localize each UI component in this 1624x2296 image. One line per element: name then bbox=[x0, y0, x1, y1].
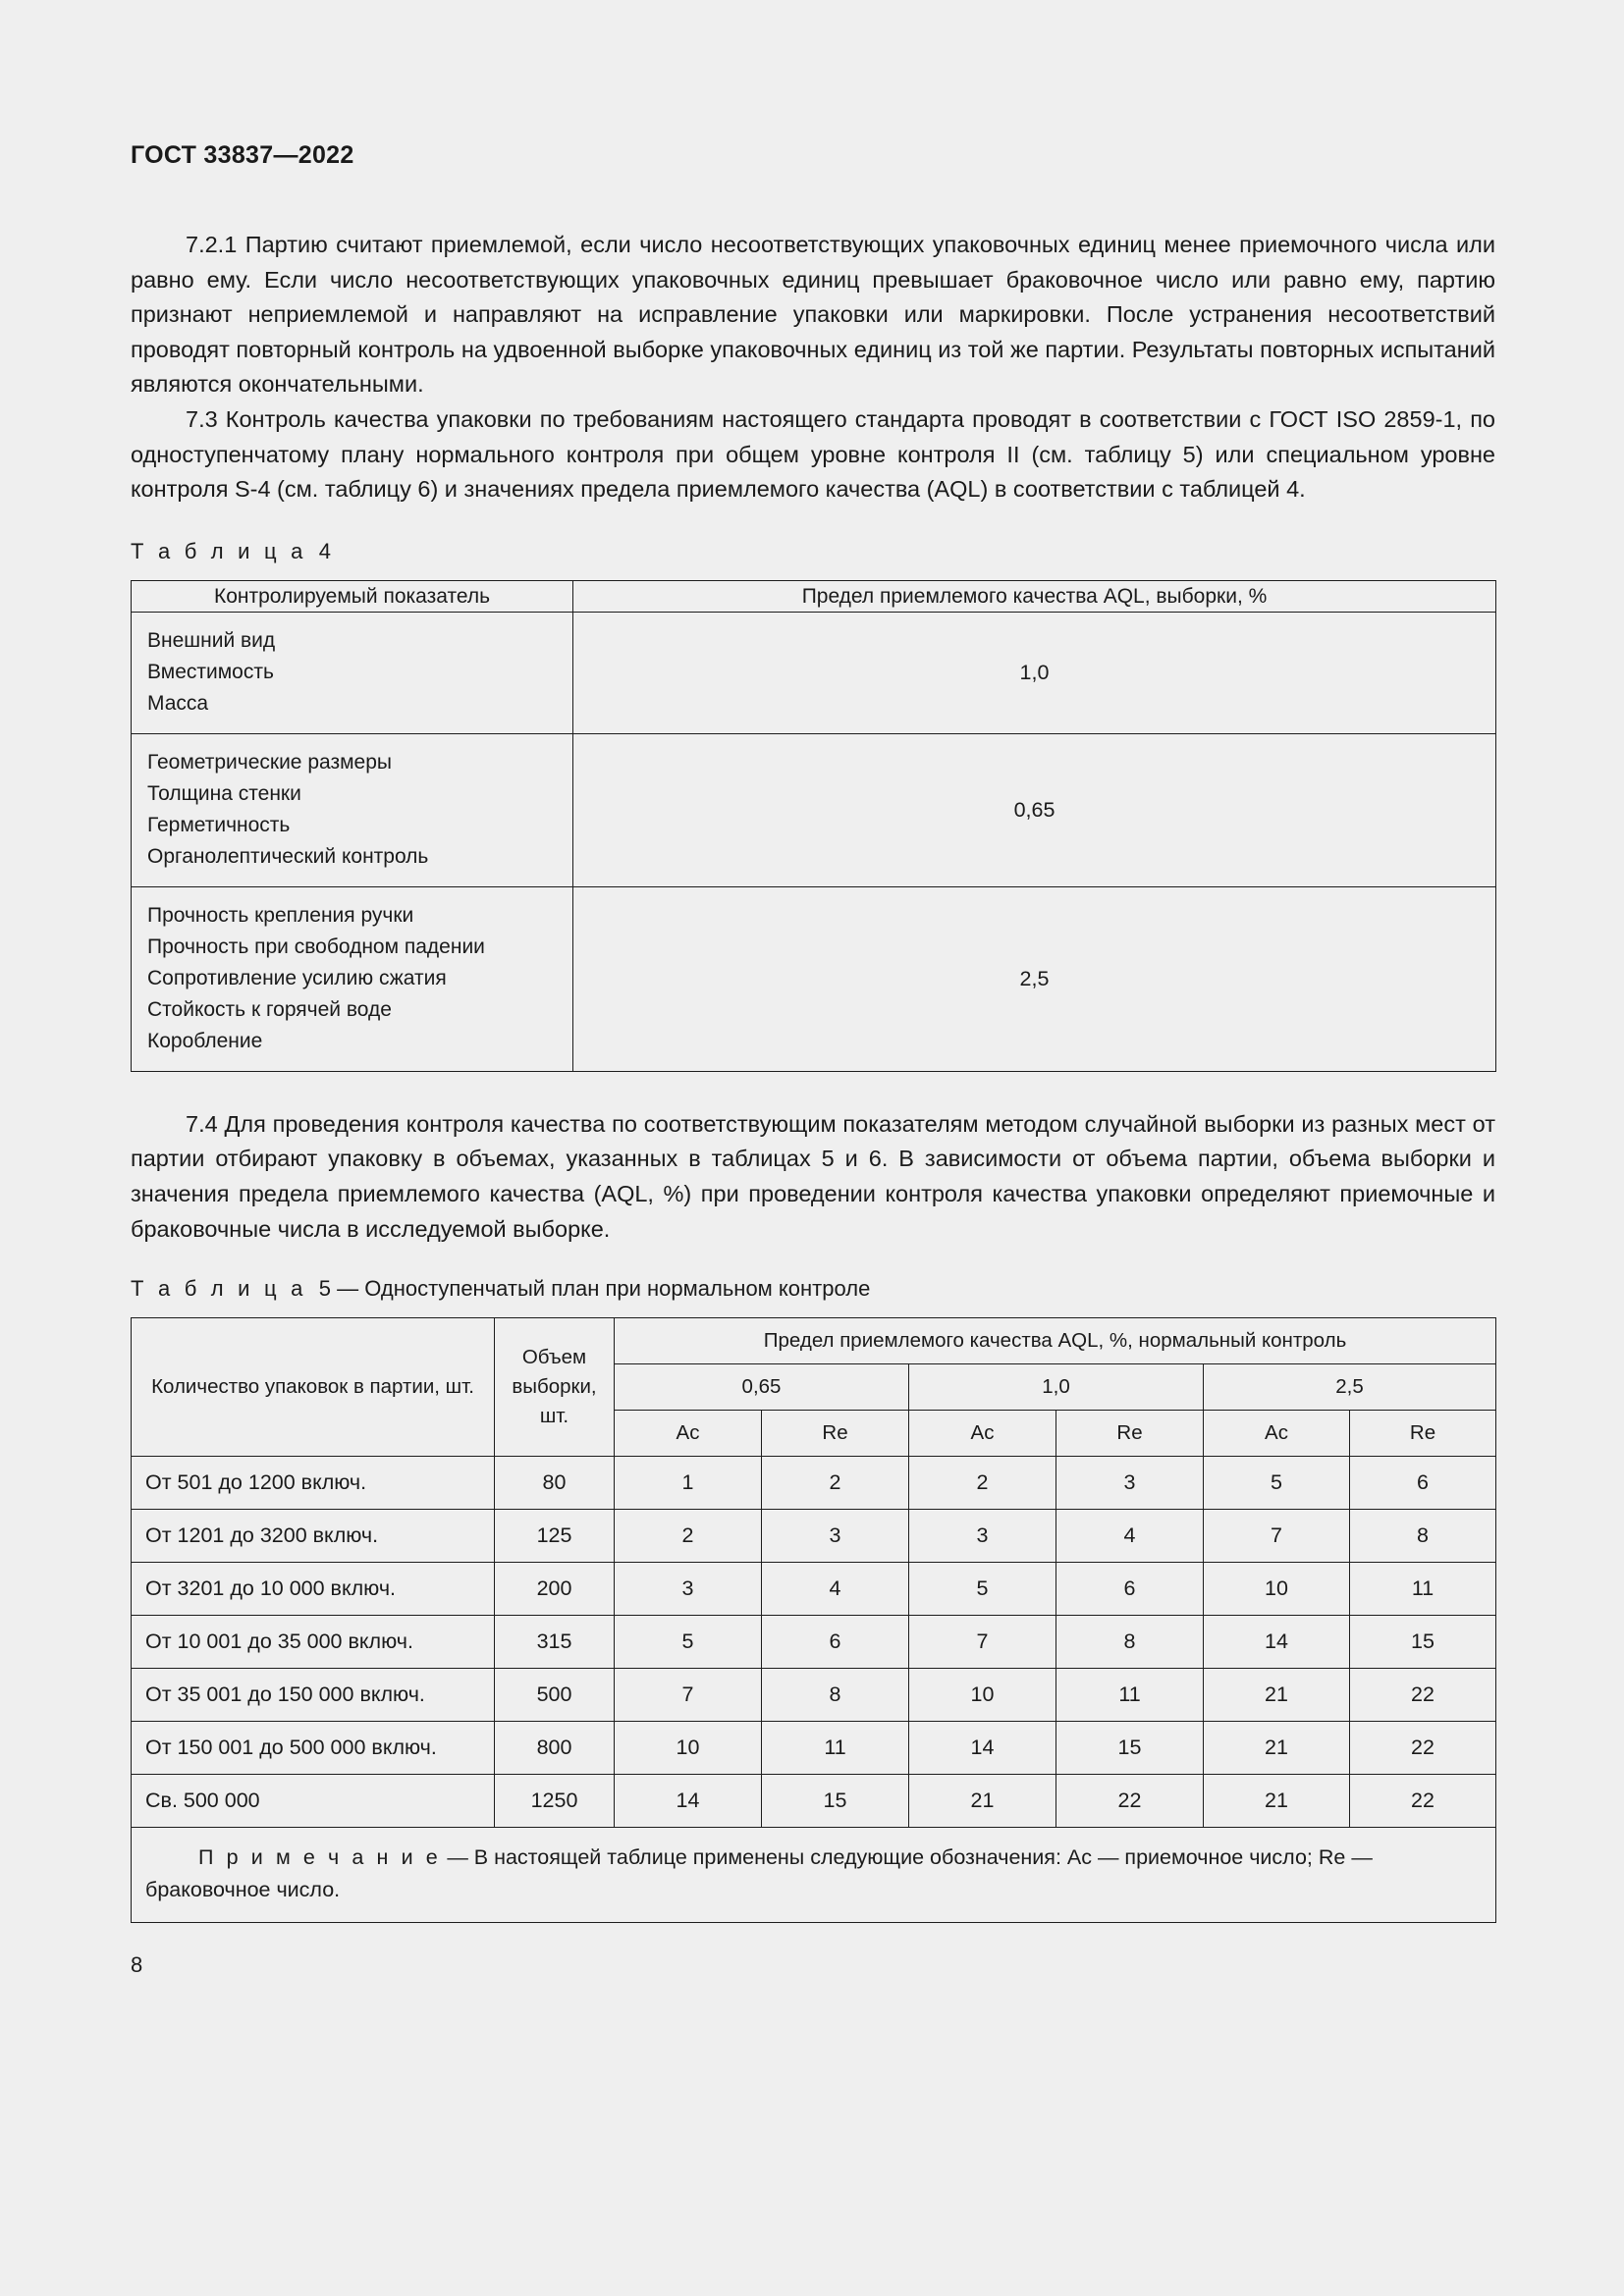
table-row bbox=[132, 1457, 1496, 1510]
table4-aql-value: 0,65 bbox=[573, 733, 1496, 886]
table5-cell: 4 bbox=[762, 1563, 909, 1616]
table4-aql-value: 1,0 bbox=[573, 612, 1496, 733]
table5-cell: 5 bbox=[1204, 1457, 1350, 1510]
table5-sample-size: 80 bbox=[495, 1457, 615, 1510]
table5-cell: 14 bbox=[1204, 1616, 1350, 1669]
table5-subheader-re: Re bbox=[1056, 1411, 1204, 1457]
table5-cell: 10 bbox=[615, 1722, 762, 1775]
table5-cell: 22 bbox=[1056, 1775, 1204, 1828]
table5-cell: 3 bbox=[909, 1510, 1056, 1563]
table5-cell: 5 bbox=[909, 1563, 1056, 1616]
table5-cell: 22 bbox=[1350, 1669, 1496, 1722]
table5-cell: 22 bbox=[1350, 1775, 1496, 1828]
table5-caption bbox=[131, 1274, 1495, 1304]
table5-cell: 5 bbox=[615, 1616, 762, 1669]
table5-cell: 10 bbox=[909, 1669, 1056, 1722]
table5-cell: 11 bbox=[1056, 1669, 1204, 1722]
list-item: Внешний вид bbox=[147, 628, 276, 652]
table-row bbox=[132, 1775, 1496, 1828]
table5-note-row bbox=[132, 1828, 1496, 1923]
table-5 bbox=[131, 1317, 1496, 1923]
table4-indicators-cell bbox=[132, 886, 573, 1071]
table5-cell: 15 bbox=[762, 1775, 909, 1828]
table5-lot-range: От 3201 до 10 000 включ. bbox=[132, 1563, 495, 1616]
table5-cell: 3 bbox=[1056, 1457, 1204, 1510]
paragraph-7-3: 7.3 Контроль качества упаковки по требованиям настоящего стандарта проводят в соответствии с ГОСТ ISO 2859-1, по одноступенчатому плану нормального контроля при общем уровне контроля II (см. таблицу 5) или специальном уровне контроля S-4 (см. таблицу 6) и значениях предела приемлемого качества (AQL) в соответствии с таблицей 4. bbox=[131, 405, 1495, 503]
table5-cell: 4 bbox=[1056, 1510, 1204, 1563]
table5-header-sample: Объем выборки, шт. bbox=[495, 1318, 615, 1457]
table5-cell: 21 bbox=[1204, 1775, 1350, 1828]
table5-lot-range: От 35 001 до 150 000 включ. bbox=[132, 1669, 495, 1722]
table5-subheader-ac: Ac bbox=[1204, 1411, 1350, 1457]
table5-cell: 15 bbox=[1350, 1616, 1496, 1669]
table5-cell: 6 bbox=[762, 1616, 909, 1669]
table5-sample-size: 315 bbox=[495, 1616, 615, 1669]
table5-cell: 15 bbox=[1056, 1722, 1204, 1775]
table5-lot-range: От 10 001 до 35 000 включ. bbox=[132, 1616, 495, 1669]
table4-caption bbox=[131, 537, 1495, 566]
document-body bbox=[131, 228, 1495, 1923]
standard-header: ГОСТ 33837—2022 bbox=[131, 141, 354, 169]
table-row bbox=[132, 1722, 1496, 1775]
list-item: Масса bbox=[147, 691, 209, 715]
table5-header-aql-10: 1,0 bbox=[909, 1364, 1204, 1411]
table5-note-label: П р и м е ч а н и е bbox=[198, 1845, 442, 1870]
table5-cell: 8 bbox=[1350, 1510, 1496, 1563]
table5-header-aql-065: 0,65 bbox=[615, 1364, 909, 1411]
table5-caption-title: — Одноступенчатый план при нормальном контроле bbox=[337, 1276, 871, 1302]
table4-header-row bbox=[132, 580, 1496, 612]
list-item: Прочность при свободном падении bbox=[147, 934, 485, 958]
table5-cell: 7 bbox=[909, 1616, 1056, 1669]
table5-caption-label: Т а б л и ц а bbox=[131, 1276, 307, 1302]
table5-cell: 8 bbox=[762, 1669, 909, 1722]
table-row bbox=[132, 612, 1496, 733]
table5-sample-size: 200 bbox=[495, 1563, 615, 1616]
table5-sample-size: 125 bbox=[495, 1510, 615, 1563]
table5-subheader-ac: Ac bbox=[909, 1411, 1056, 1457]
table5-cell: 22 bbox=[1350, 1722, 1496, 1775]
list-item: Коробление bbox=[147, 1029, 263, 1052]
table5-cell: 2 bbox=[762, 1457, 909, 1510]
table5-cell: 3 bbox=[762, 1510, 909, 1563]
table-row bbox=[132, 733, 1496, 886]
table5-cell: 2 bbox=[909, 1457, 1056, 1510]
table5-cell: 11 bbox=[762, 1722, 909, 1775]
table5-cell: 21 bbox=[1204, 1669, 1350, 1722]
table-row bbox=[132, 886, 1496, 1071]
table5-cell: 2 bbox=[615, 1510, 762, 1563]
table5-cell: 1 bbox=[615, 1457, 762, 1510]
table4-indicators-cell bbox=[132, 733, 573, 886]
list-item: Герметичность bbox=[147, 813, 291, 836]
table-row bbox=[132, 1669, 1496, 1722]
table5-lot-range: От 501 до 1200 включ. bbox=[132, 1457, 495, 1510]
list-item: Толщина стенки bbox=[147, 781, 301, 805]
table-row bbox=[132, 1563, 1496, 1616]
table-row bbox=[132, 1616, 1496, 1669]
table5-sample-size: 800 bbox=[495, 1722, 615, 1775]
list-item: Геометрические размеры bbox=[147, 750, 392, 774]
page-number: 8 bbox=[131, 1952, 143, 1977]
table5-cell: 11 bbox=[1350, 1563, 1496, 1616]
table4-caption-label: Т а б л и ц а bbox=[131, 538, 307, 563]
table5-cell: 14 bbox=[909, 1722, 1056, 1775]
table5-caption-number: 5 bbox=[318, 1276, 331, 1302]
table5-cell: 6 bbox=[1350, 1457, 1496, 1510]
table5-subheader-ac: Ac bbox=[615, 1411, 762, 1457]
paragraph-7-4: 7.4 Для проведения контроля качества по соответствующим показателям методом случайной выборки из разных мест от партии отбирают упаковку в объемах, указанных в таблицах 5 и 6. В зависимости от объема партии, объема выборки и значения предела приемлемого качества (AQL, %) при проведении контроля качества упаковки определяют приемочные и браковочные числа в исследуемой выборке. bbox=[131, 1110, 1495, 1242]
table5-lot-range: От 150 001 до 500 000 включ. bbox=[132, 1722, 495, 1775]
table5-subheader-re: Re bbox=[762, 1411, 909, 1457]
list-item: Вместимость bbox=[147, 660, 274, 683]
paragraph-7-2-1: 7.2.1 Партию считают приемлемой, если число несоответствующих упаковочных единиц менее приемочного числа или равно ему. Если число несоответствующих упаковочных единиц превышает браковочное число или равно ему, партию признают неприемлемой и направляют на исправление упаковки или маркировки. После устранения несоответствий проводят повторный контроль на удвоенной выборке упаковочных единиц из той же партии. Результаты повторных испытаний являются окончательными. bbox=[131, 232, 1495, 398]
table5-header-row-1 bbox=[132, 1318, 1496, 1364]
table5-header-lot: Количество упаковок в партии, шт. bbox=[132, 1318, 495, 1457]
list-item: Стойкость к горячей воде bbox=[147, 997, 392, 1021]
table5-note bbox=[132, 1828, 1496, 1923]
table5-header-group: Предел приемлемого качества AQL, %, нормальный контроль bbox=[615, 1318, 1496, 1364]
table5-sample-size: 1250 bbox=[495, 1775, 615, 1828]
table5-cell: 3 bbox=[615, 1563, 762, 1616]
list-item: Органолептический контроль bbox=[147, 844, 429, 868]
table5-cell: 7 bbox=[615, 1669, 762, 1722]
table5-cell: 7 bbox=[1204, 1510, 1350, 1563]
list-item: Прочность крепления ручки bbox=[147, 903, 414, 927]
table5-subheader-re: Re bbox=[1350, 1411, 1496, 1457]
table5-lot-range: Св. 500 000 bbox=[132, 1775, 495, 1828]
table5-lot-range: От 1201 до 3200 включ. bbox=[132, 1510, 495, 1563]
table4-header-aql: Предел приемлемого качества AQL, выборки, % bbox=[573, 580, 1496, 612]
table5-cell: 14 bbox=[615, 1775, 762, 1828]
table4-header-indicator: Контролируемый показатель bbox=[132, 580, 573, 612]
list-item: Сопротивление усилию сжатия bbox=[147, 966, 447, 989]
table-row bbox=[132, 1510, 1496, 1563]
table5-header-aql-25: 2,5 bbox=[1204, 1364, 1496, 1411]
table4-caption-number: 4 bbox=[318, 538, 331, 563]
table5-cell: 10 bbox=[1204, 1563, 1350, 1616]
table-4 bbox=[131, 580, 1496, 1072]
table5-note-text: — В настоящей таблице применены следующие обозначения: Ac — приемочное число; Re — браковочное число. bbox=[145, 1845, 1373, 1902]
table4-indicators-cell bbox=[132, 612, 573, 733]
table5-cell: 21 bbox=[1204, 1722, 1350, 1775]
table5-sample-size: 500 bbox=[495, 1669, 615, 1722]
table5-cell: 21 bbox=[909, 1775, 1056, 1828]
table4-aql-value: 2,5 bbox=[573, 886, 1496, 1071]
table5-cell: 8 bbox=[1056, 1616, 1204, 1669]
table5-cell: 6 bbox=[1056, 1563, 1204, 1616]
